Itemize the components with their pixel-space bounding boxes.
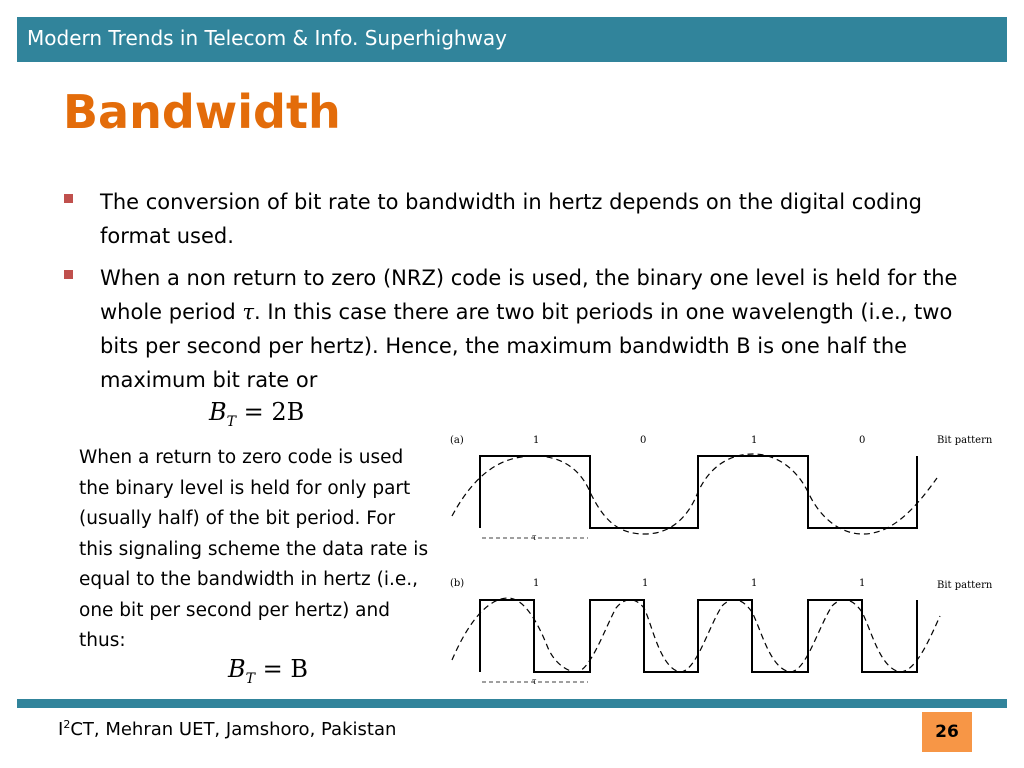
- panel-a-legend: Bit pattern: [937, 435, 993, 446]
- panel-a-bit-1: 1: [533, 435, 540, 446]
- panel-a-bit-4: 0: [859, 435, 866, 446]
- formula-nrz-sub: T: [226, 413, 236, 430]
- waveform-figure: [440, 428, 1000, 693]
- bullet-text-2b: . In this case there are two bit periods in one wavelength (i.e., two bits per second per hertz). Hence, the maximum bandwidth B is one half the maximum bit rate or: [100, 300, 953, 392]
- header-title: Modern Trends in Telecom & Info. Superhighway: [27, 26, 508, 50]
- footer-affiliation: [58, 718, 396, 740]
- panel-a-bit-2: 0: [640, 435, 647, 446]
- panel-a-label: (a): [450, 435, 464, 446]
- formula-rz-sub: T: [245, 670, 255, 687]
- formula-nrz-rhs: = 2B: [243, 398, 305, 426]
- bullet-text-2a: When a non return to zero (NRZ) code is used, the binary one level is held for the whole period: [100, 266, 958, 324]
- panel-a-bit-3: 1: [751, 435, 758, 446]
- panel-b-legend: Bit pattern: [937, 580, 993, 591]
- bullet-item-2: [100, 261, 980, 397]
- footer-sup: 2: [63, 718, 71, 731]
- footer-prefix: I: [58, 719, 64, 740]
- bullet-item-1: [100, 185, 980, 253]
- formula-nrz: [209, 398, 304, 430]
- rz-square-wave: [480, 600, 917, 672]
- panel-b-bit-4: 1: [859, 578, 866, 589]
- tau-symbol: τ: [242, 300, 254, 324]
- panel-b-bit-3: 1: [751, 578, 758, 589]
- bullet-text-1: The conversion of bit rate to bandwidth in hertz depends on the digital coding format used.: [100, 190, 922, 248]
- page-number-badge: 26: [922, 712, 972, 752]
- panel-b-bit-1: 1: [533, 578, 540, 589]
- panel-b-tau: τ: [532, 677, 537, 686]
- formula-rz: [228, 655, 308, 687]
- footer-bar: [17, 699, 1007, 708]
- panel-b-bit-2: 1: [642, 578, 649, 589]
- header-bar: [17, 17, 1007, 62]
- nrz-sine-wave: [452, 454, 937, 534]
- rz-paragraph: When a return to zero code is used the binary level is held for only part (usually half) of the bit period. For this signaling scheme the data rate is equal to the bandwidth in hertz (i.e., one bit per second per hertz) and thus:: [79, 447, 429, 651]
- bullet-square-icon: [64, 270, 73, 279]
- footer-suffix: CT, Mehran UET, Jamshoro, Pakistan: [70, 719, 397, 740]
- panel-a-tau: τ: [532, 533, 537, 542]
- formula-rz-lhs: B: [228, 655, 246, 683]
- formula-nrz-lhs: B: [209, 398, 227, 426]
- waveform-diagram: [440, 428, 1000, 693]
- slide-title: Bandwidth: [63, 85, 341, 139]
- panel-b-label: (b): [450, 578, 465, 589]
- formula-rz-rhs: = B: [262, 655, 308, 683]
- rz-sine-wave: [452, 598, 940, 672]
- bullet-square-icon: [64, 194, 73, 203]
